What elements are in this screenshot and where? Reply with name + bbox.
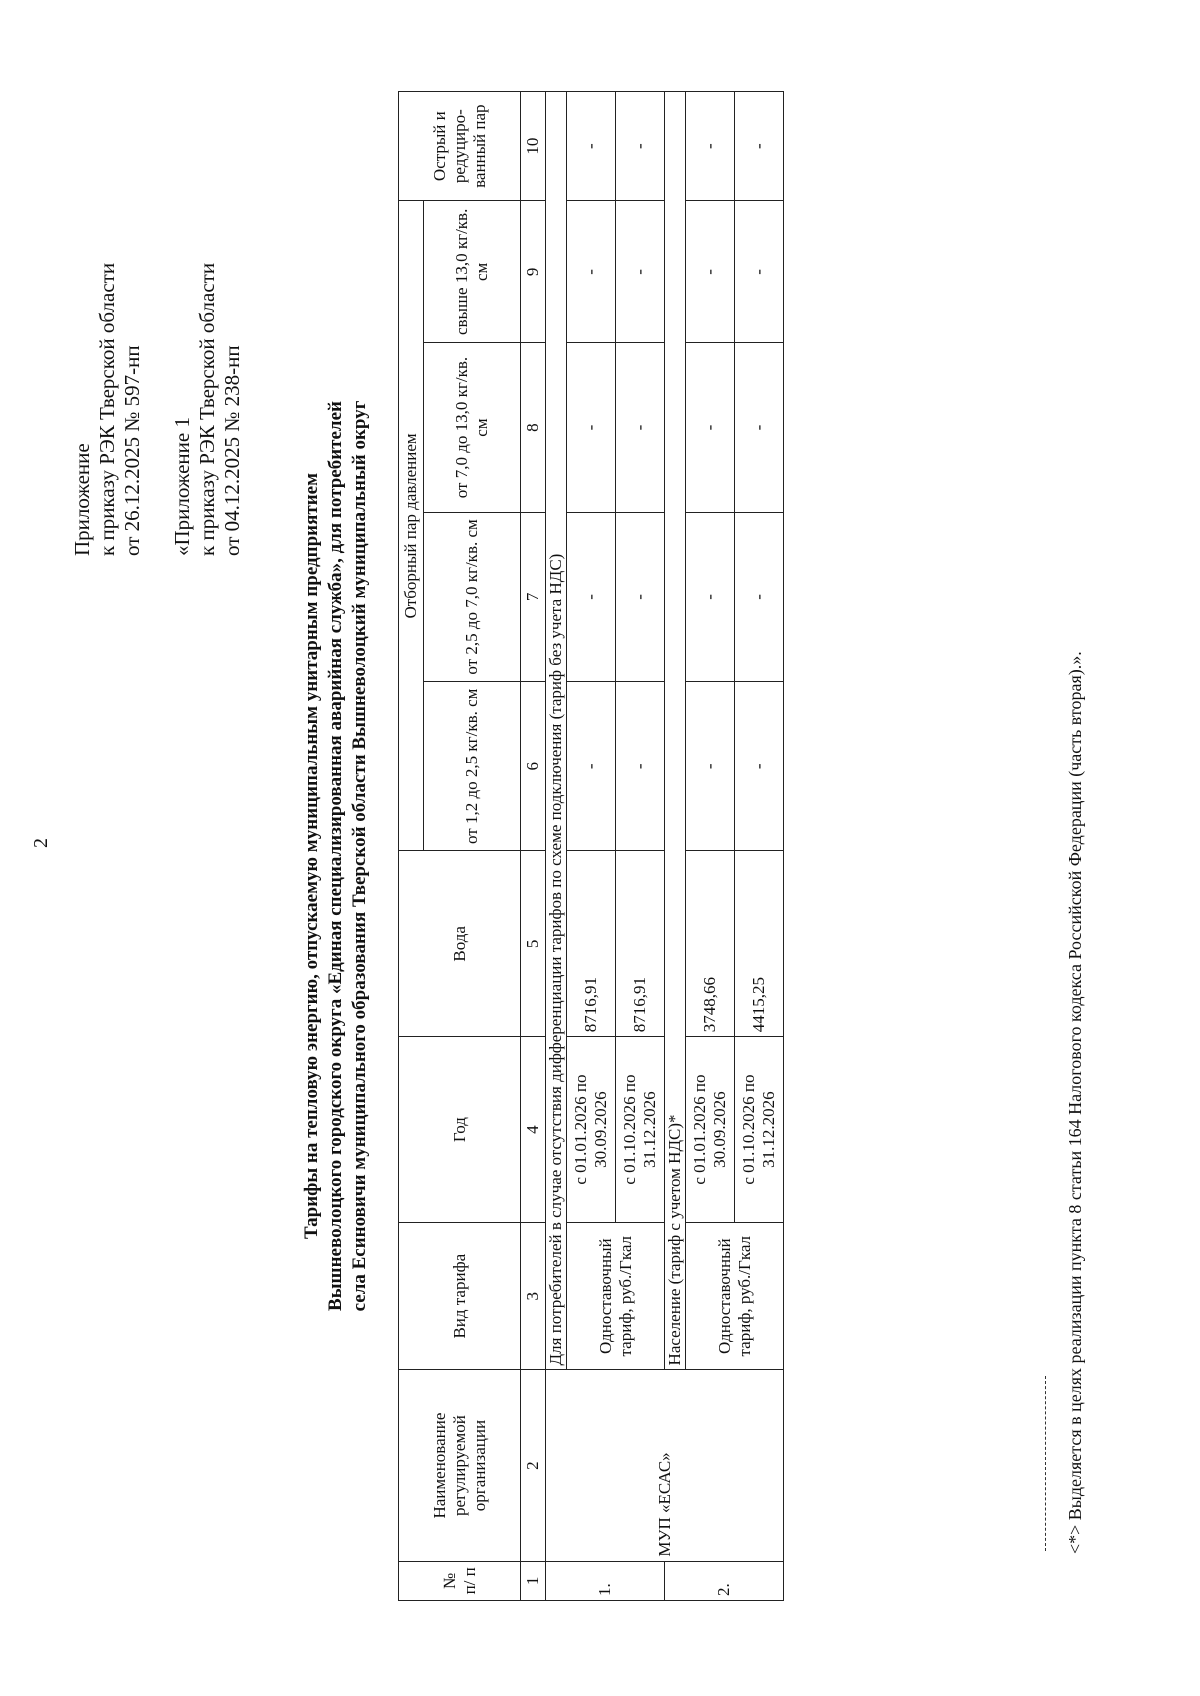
page-number: 2 (30, 838, 52, 848)
sharp-steam-value: - (616, 92, 665, 201)
document-title (300, 156, 372, 1556)
header-tariff-type: Вид тарифа (399, 1222, 521, 1370)
title-line: села Есиновичи муниципального образования Тверской области Вышневолоцкий муниципальный округ (349, 400, 370, 1312)
col-number: 5 (521, 851, 546, 1037)
header-org: Наименование регулируемой организации (399, 1370, 521, 1561)
pressure-3-value: - (686, 343, 735, 512)
section-label-row (546, 92, 567, 1601)
col-number: 3 (521, 1222, 546, 1370)
title-line: Тарифы на тепловую энергию, отпускаемую муниципальным унитарным предприятием (301, 472, 322, 1240)
col-number: 6 (521, 682, 546, 851)
header-pressure-3: от 7,0 до 13,0 кг/кв. см (424, 343, 521, 512)
header-pressure-1: от 1,2 до 2,5 кг/кв. см (424, 682, 521, 851)
col-number: 7 (521, 512, 546, 681)
pressure-2-value: - (616, 512, 665, 681)
water-value: 3748,66 (686, 851, 735, 1037)
pressure-3-value: - (567, 343, 616, 512)
appendix-line: «Приложение 1 (170, 417, 194, 556)
col-number: 2 (521, 1370, 546, 1561)
section-label: Население (тариф с учетом НДС)* (665, 92, 686, 1370)
tariff-table (398, 91, 784, 1601)
appendix-previous (170, 263, 245, 556)
header-pressure-2: от 2,5 до 7,0 кг/кв. см (424, 512, 521, 681)
organization-name: МУП «ЕСАС» (546, 1370, 784, 1561)
pressure-3-value: - (735, 343, 784, 512)
row-number: 1. (546, 1561, 665, 1600)
appendix-current (70, 263, 145, 556)
header-pressure-4: свыше 13,0 кг/кв. см (424, 201, 521, 343)
tariff-type: Одноставочный тариф, руб./Гкал (686, 1222, 784, 1370)
appendix-line: к приказу РЭК Тверской области (95, 262, 119, 556)
col-number: 1 (521, 1561, 546, 1600)
header-steam-group: Отборный пар давлением (399, 201, 424, 851)
appendix-line: Приложение (70, 443, 94, 556)
pressure-2-value: - (686, 512, 735, 681)
col-number: 8 (521, 343, 546, 512)
pressure-1-value: - (567, 682, 616, 851)
col-number: 4 (521, 1037, 546, 1223)
section-label: Для потребителей в случае отсутствия дифференциации тарифов по схеме подключения (тариф без учета НДС) (546, 92, 567, 1370)
water-value: 8716,91 (567, 851, 616, 1037)
pressure-4-value: - (616, 201, 665, 343)
title-line: Вышневолоцкого городского округа «Единая специализированная аварийная служба», для потребителей (325, 401, 346, 1311)
header-sharp-steam: Острый и редуциро-ванный пар (399, 92, 521, 201)
header-water: Вода (399, 851, 521, 1037)
period: с 01.01.2026 по 30.09.2026 (686, 1037, 735, 1223)
header-year: Год (399, 1037, 521, 1223)
pressure-3-value: - (616, 343, 665, 512)
pressure-1-value: - (735, 682, 784, 851)
footnote-divider (1045, 1376, 1046, 1551)
sharp-steam-value: - (735, 92, 784, 201)
header-num: № п/ п (399, 1561, 521, 1600)
column-number-row (521, 92, 546, 1601)
pressure-4-value: - (735, 201, 784, 343)
footnote: <*> Выделяется в целях реализации пункта 8 статьи 164 Налогового кодекса Российской Федерации (часть вторая).». (1065, 651, 1085, 1554)
pressure-1-value: - (686, 682, 735, 851)
water-value: 4415,25 (735, 851, 784, 1037)
pressure-4-value: - (567, 201, 616, 343)
period: с 01.10.2026 по 31.12.2026 (616, 1037, 665, 1223)
pressure-4-value: - (686, 201, 735, 343)
appendix-line: к приказу РЭК Тверской области (195, 262, 219, 556)
pressure-1-value: - (616, 682, 665, 851)
appendix-line: от 04.12.2025 № 238-нп (220, 345, 244, 556)
header-row (399, 92, 424, 1601)
col-number: 9 (521, 201, 546, 343)
row-number: 2. (665, 1561, 784, 1600)
water-value: 8716,91 (616, 851, 665, 1037)
period: с 01.01.2026 по 30.09.2026 (567, 1037, 616, 1223)
pressure-2-value: - (735, 512, 784, 681)
sharp-steam-value: - (567, 92, 616, 201)
sharp-steam-value: - (686, 92, 735, 201)
tariff-type: Одноставочный тариф, руб./Гкал (567, 1222, 665, 1370)
pressure-2-value: - (567, 512, 616, 681)
period: с 01.10.2026 по 31.12.2026 (735, 1037, 784, 1223)
col-number: 10 (521, 92, 546, 201)
appendix-line: от 26.12.2025 № 597-нп (120, 345, 144, 556)
